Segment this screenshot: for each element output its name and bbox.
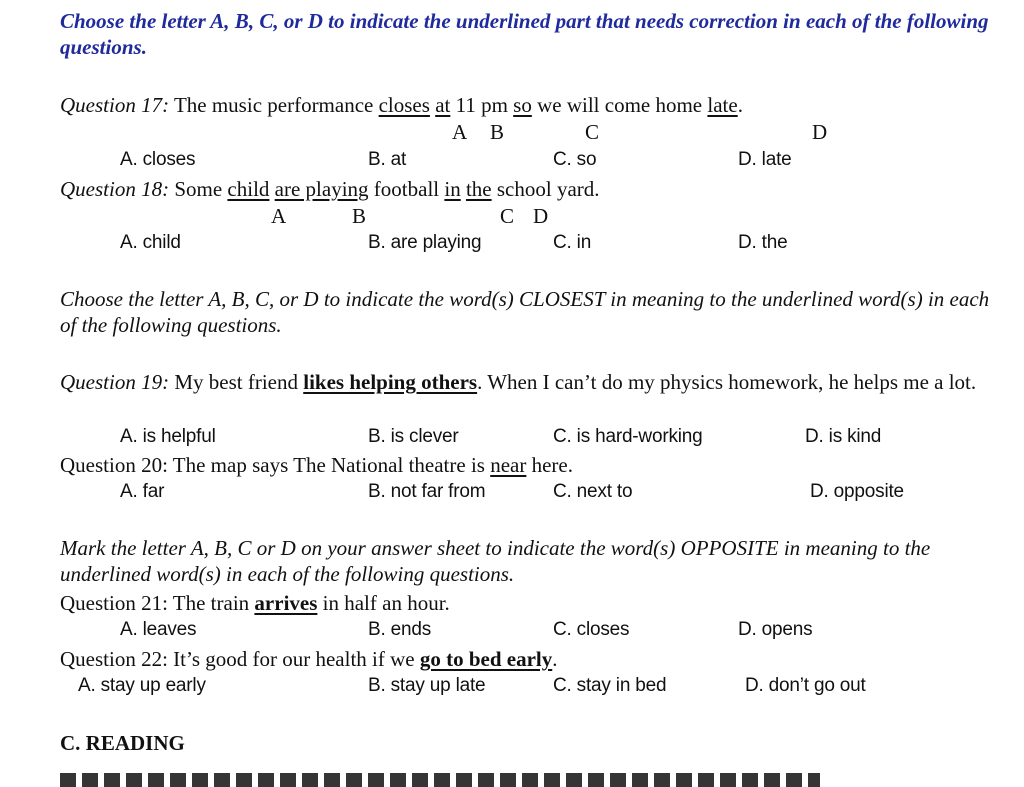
q21-text-1: Question 21: The train xyxy=(60,591,255,615)
q21-underlined: arrives xyxy=(254,591,318,615)
instruction-opposite: Mark the letter A, B, C or D on your answer sheet to indicate the word(s) OPPOSITE in meaning to the underlined word(s) in each of the following questions. xyxy=(60,536,931,587)
q17-letter-c: C xyxy=(585,120,600,144)
q18-underlined-a: child xyxy=(227,177,270,201)
q17-option-c[interactable]: C. so xyxy=(553,149,597,170)
q17-underlined-b: at xyxy=(435,93,451,117)
question-19 xyxy=(60,369,990,395)
question-17 xyxy=(60,92,743,118)
q19-text-2: . When I can’t do my physics homework, he helps me a lot. xyxy=(477,370,977,394)
question-20 xyxy=(60,452,573,478)
q20-option-c[interactable]: C. next to xyxy=(553,481,633,502)
q19-text-1: My best friend xyxy=(169,370,304,394)
q21-option-d[interactable]: D. opens xyxy=(738,619,813,640)
q17-option-d[interactable]: D. late xyxy=(738,149,792,170)
q17-letter-d: D xyxy=(812,120,828,144)
q22-option-a[interactable]: A. stay up early xyxy=(78,675,206,696)
q22-option-b[interactable]: B. stay up late xyxy=(368,675,486,696)
q20-text-2: here. xyxy=(526,453,573,477)
q20-underlined: near xyxy=(490,453,527,477)
q17-underlined-d: late xyxy=(707,93,738,117)
q17-text-4: . xyxy=(737,93,743,117)
q18-option-d[interactable]: D. the xyxy=(738,232,788,253)
q18-letter-c: C xyxy=(500,204,515,228)
q18-option-b[interactable]: B. are playing xyxy=(368,232,482,253)
q20-option-b[interactable]: B. not far from xyxy=(368,481,486,502)
q18-underlined-c: in xyxy=(444,177,461,201)
q17-letter-a: A xyxy=(452,120,468,144)
question-18-label: Question 18: xyxy=(60,177,170,201)
instruction-mistake: Choose the letter A, B, C, or D to indicate the underlined part that needs correction in each of the following questions. xyxy=(60,9,989,60)
q22-text-2: . xyxy=(552,647,558,671)
q17-option-b[interactable]: B. at xyxy=(368,149,407,170)
q21-option-a[interactable]: A. leaves xyxy=(120,619,197,640)
q20-text-1: Question 20: The map says The National theatre is xyxy=(60,453,491,477)
q17-text-2: 11 pm xyxy=(450,93,514,117)
q18-text-1: Some xyxy=(169,177,228,201)
q17-option-a[interactable]: A. closes xyxy=(120,149,196,170)
q22-option-d[interactable]: D. don’t go out xyxy=(745,675,866,696)
q18-text-2: football xyxy=(368,177,445,201)
q19-option-a[interactable]: A. is helpful xyxy=(120,426,216,447)
q18-underlined-b: are playing xyxy=(274,177,369,201)
q19-underlined: likes helping others xyxy=(303,370,478,394)
question-18 xyxy=(60,176,600,202)
q17-underlined-a: closes xyxy=(378,93,430,117)
q19-option-c[interactable]: C. is hard-working xyxy=(553,426,703,447)
q18-letter-d: D xyxy=(533,204,549,228)
q20-option-d[interactable]: D. opposite xyxy=(810,481,904,502)
q21-option-c[interactable]: C. closes xyxy=(553,619,630,640)
q18-option-c[interactable]: C. in xyxy=(553,232,592,253)
question-17-label: Question 17: xyxy=(60,93,170,117)
q21-option-b[interactable]: B. ends xyxy=(368,619,432,640)
q20-option-a[interactable]: A. far xyxy=(120,481,165,502)
q21-text-2: in half an hour. xyxy=(317,591,450,615)
q22-option-c[interactable]: C. stay in bed xyxy=(553,675,667,696)
cut-off-text-line xyxy=(60,773,820,787)
q17-underlined-c: so xyxy=(513,93,532,117)
q18-letter-a: A xyxy=(271,204,287,228)
question-21 xyxy=(60,590,450,616)
q18-letter-b: B xyxy=(352,204,367,228)
question-19-label: Question 19: xyxy=(60,370,170,394)
question-22 xyxy=(60,646,558,672)
q17-letter-b: B xyxy=(490,120,505,144)
q19-option-d[interactable]: D. is kind xyxy=(805,426,882,447)
q17-text-1: The music performance xyxy=(169,93,379,117)
q18-text-3: school yard. xyxy=(491,177,600,201)
reading-heading: C. READING xyxy=(60,731,185,755)
q17-text-3: we will come home xyxy=(531,93,708,117)
q22-text-1: Question 22: It’s good for our health if we xyxy=(60,647,420,671)
q19-option-b[interactable]: B. is clever xyxy=(368,426,459,447)
q18-option-a[interactable]: A. child xyxy=(120,232,181,253)
instruction-closest: Choose the letter A, B, C, or D to indicate the word(s) CLOSEST in meaning to the underlined word(s) in each of the following questions. xyxy=(60,287,990,338)
q18-underlined-d: the xyxy=(465,177,492,201)
q22-underlined: go to bed early xyxy=(419,647,553,671)
